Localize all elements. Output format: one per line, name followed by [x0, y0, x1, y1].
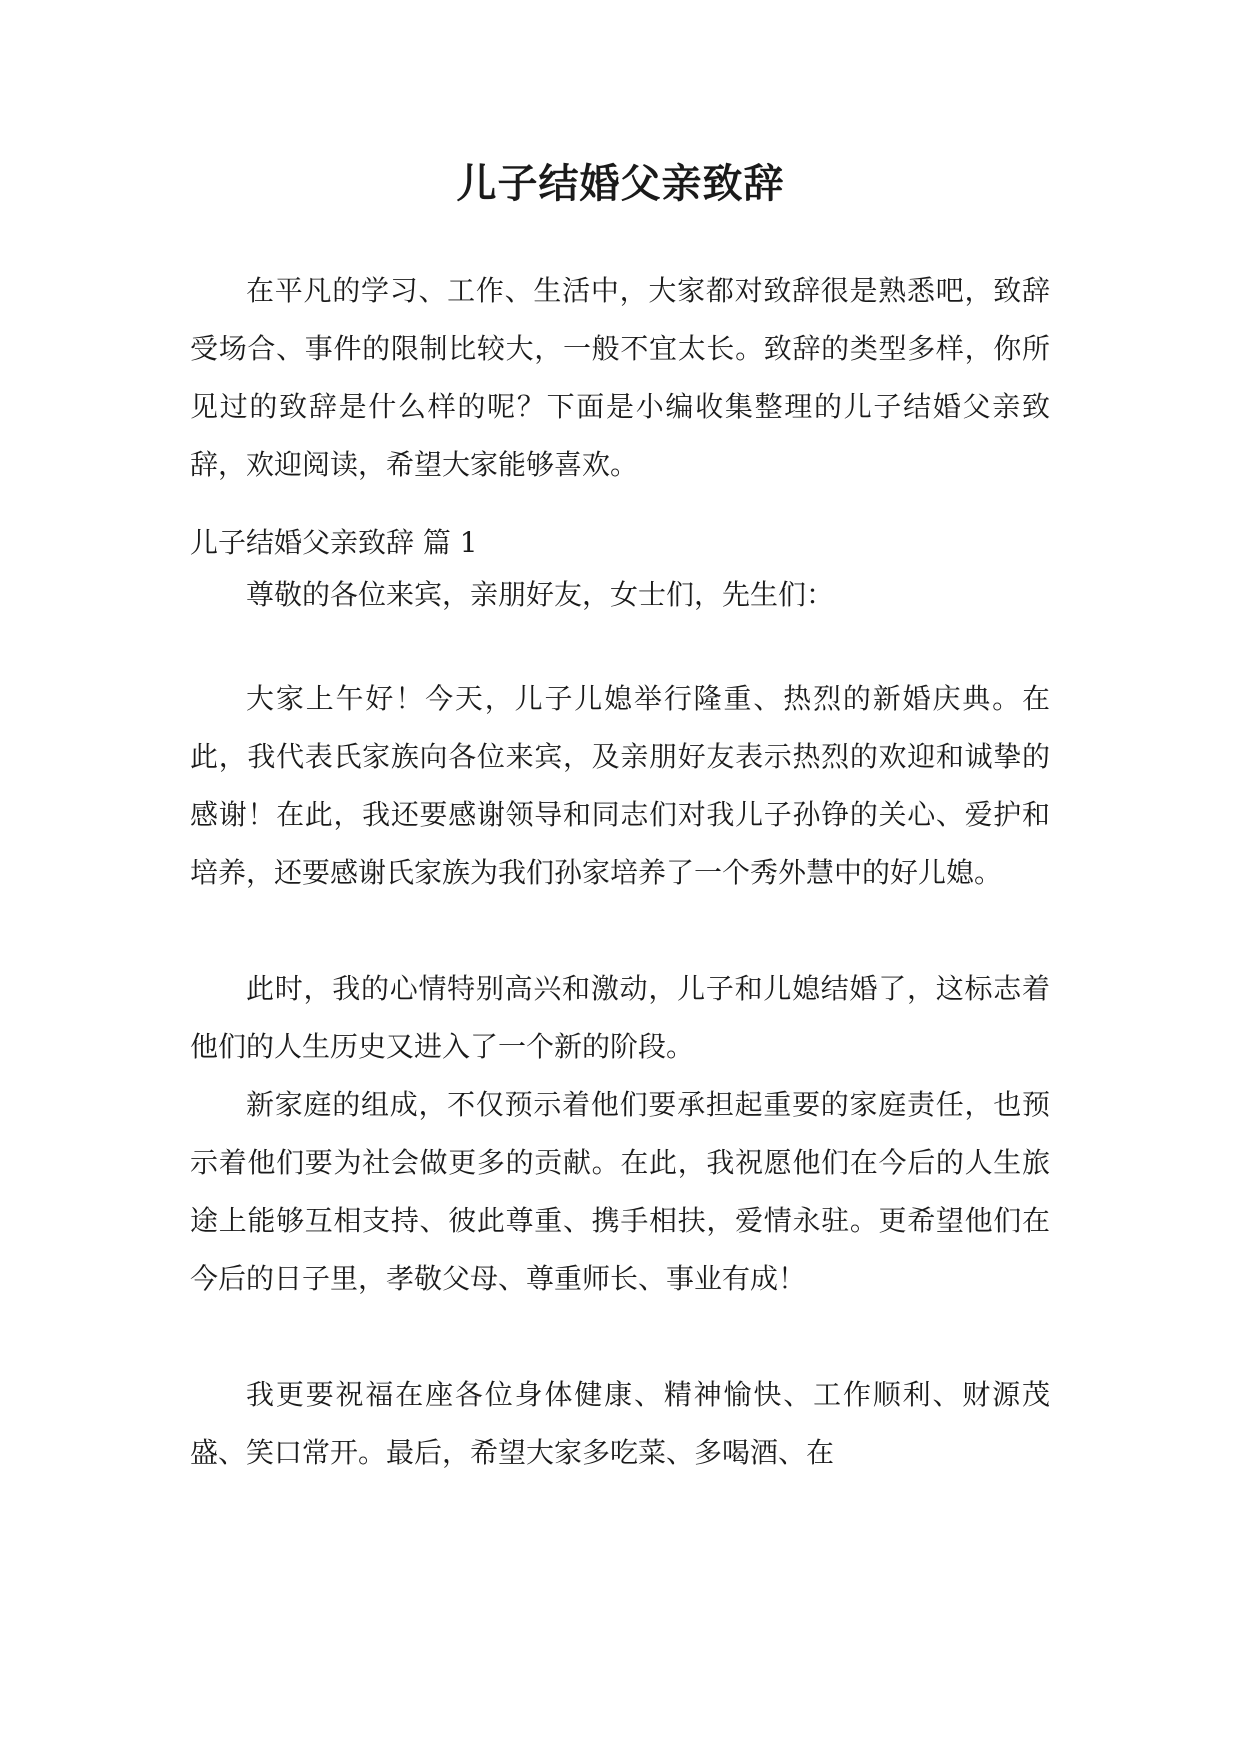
- document-title: 儿子结婚父亲致辞: [456, 161, 785, 207]
- body-paragraph-1: 大家上午好！今天，儿子儿媳举行隆重、热烈的新婚庆典。在此，我代表氏家族向各位来宾，及亲朋好友表示热烈的欢迎和诚挚的感谢！在此，我还要感谢领导和同志们对我儿子孙铮的关心、爱护和培养，还要感谢氏家族为我们孙家培养了一个秀外慧中的好儿媳。: [190, 682, 1050, 889]
- body-paragraph-2: 此时，我的心情特别高兴和激动，儿子和儿媳结婚了，这标志着他们的人生历史又进入了一个新的阶段。: [190, 972, 1050, 1063]
- intro-paragraph: 在平凡的学习、工作、生活中，大家都对致辞很是熟悉吧，致辞受场合、事件的限制比较大，一般不宜太长。致辞的类型多样，你所见过的致辞是什么样的呢？下面是小编收集整理的儿子结婚父亲致辞，欢迎阅读，希望大家能够喜欢。: [190, 274, 1050, 481]
- salutation: 尊敬的各位来宾，亲朋好友，女士们，先生们：: [246, 578, 835, 611]
- body-paragraph-3: 新家庭的组成，不仅预示着他们要承担起重要的家庭责任，也预示着他们要为社会做更多的贡献。在此，我祝愿他们在今后的人生旅途上能够互相支持、彼此尊重、携手相扶，爱情永驻。更希望他们在今后的日子里，孝敬父母、尊重师长、事业有成！: [190, 1088, 1050, 1295]
- section-heading: 儿子结婚父亲致辞 篇 1: [190, 526, 478, 559]
- body-paragraph-4: 我更要祝福在座各位身体健康、精神愉快、工作顺利、财源茂盛、笑口常开。最后，希望大家多吃菜、多喝酒、在: [190, 1378, 1050, 1469]
